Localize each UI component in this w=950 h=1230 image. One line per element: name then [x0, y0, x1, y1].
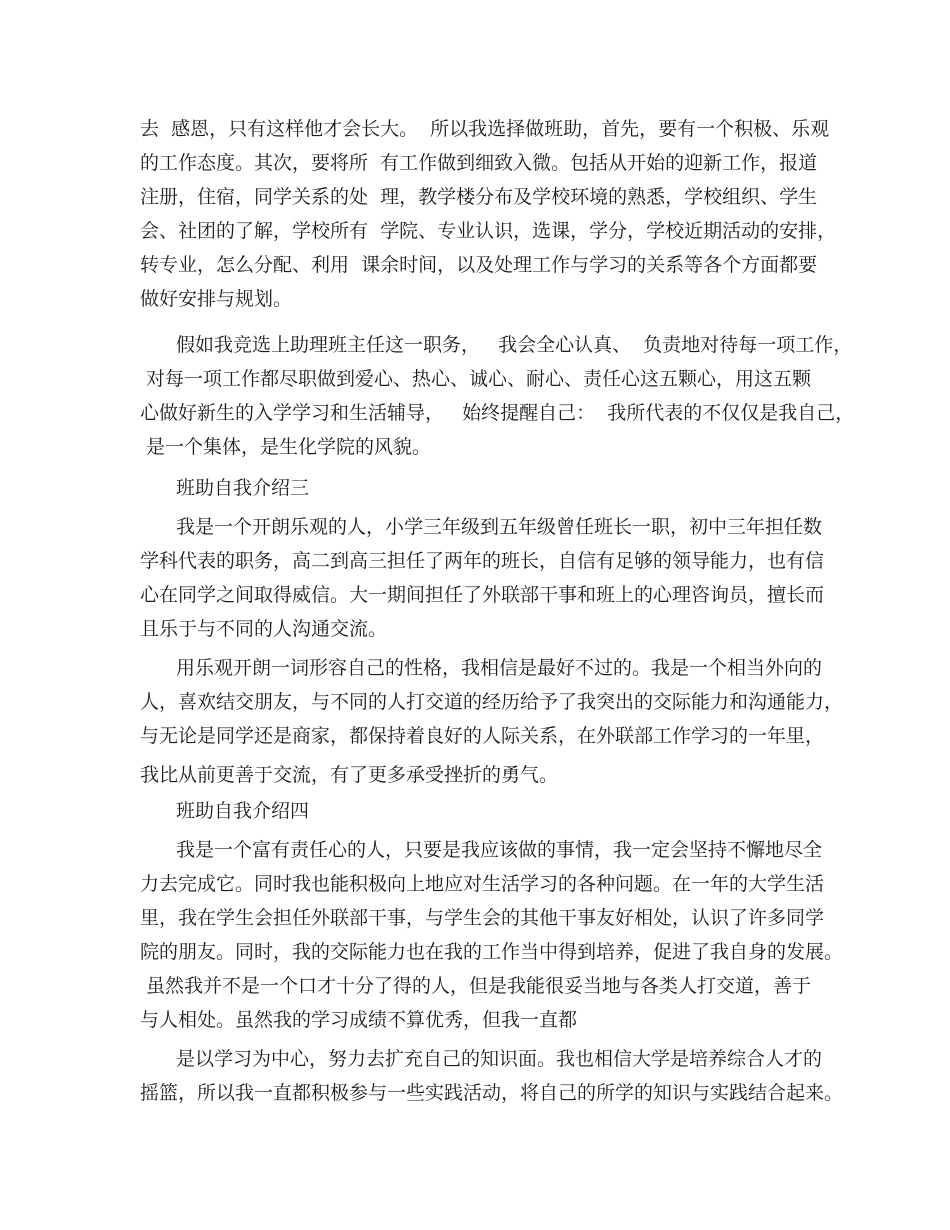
paragraph-first-line: 假如我竞选上助理班主任这一职务， 我会全心认真、 负责地对待每一项工作， [176, 334, 853, 356]
section-heading: 班助自我介绍四 [176, 800, 310, 822]
text-line: 与无论是同学还是商家，都保持着良好的人际关系，在外联部工作学习的一年里， [140, 725, 825, 747]
text-line: 心做好新生的入学学习和生活辅导， 始终提醒自己： 我所代表的不仅仅是我自己， [140, 402, 855, 424]
text-line: 转专业，怎么分配、利用 课余时间，以及处理工作与学习的关系等各个方面都要 [140, 254, 818, 276]
text-line: 我比从前更善于交流，有了更多承受挫折的勇气。 [140, 764, 559, 786]
text-line: 力去完成它。同时我也能积极向上地应对生活学习的各种问题。在一年的大学生活 [140, 873, 825, 895]
text-line: 学科代表的职务，高二到高三担任了两年的班长，自信有足够的领导能力，也有信 [140, 550, 825, 572]
paragraph-first-line: 我是一个开朗乐观的人，小学三年级到五年级曾任班长一职，初中三年担任数 [176, 516, 823, 538]
text-line: 做好安排与规划。 [140, 288, 293, 310]
text-line: 会、社团的了解，学校所有 学院、专业认识，选课，学分，学校近期活动的安排， [140, 220, 837, 242]
text-line: 院的朋友。同时，我的交际能力也在我的工作当中得到培养，促进了我自身的发展。 [140, 941, 844, 963]
text-line: 的工作态度。其次，要将所 有工作做到细致入微。包括从开始的迎新工作，报道 [140, 152, 818, 174]
text-line: 里，我在学生会担任外联部干事，与学生会的其他干事友好相处，认识了许多同学 [140, 907, 825, 929]
section-heading: 班助自我介绍三 [176, 477, 310, 499]
text-line: 与人相处。虽然我的学习成绩不算优秀，但我一直都 [140, 1009, 578, 1031]
text-line: 注册，住宿，同学关系的处 理，教学楼分布及学校环境的熟悉，学校组织、学生 [140, 186, 818, 208]
paragraph-first-line: 用乐观开朗一词形容自己的性格，我相信是最好不过的。我是一个相当外向的 [176, 657, 823, 679]
text-line: 心在同学之间取得威信。大一期间担任了外联部干事和班上的心理咨询员，擅长而 [140, 584, 825, 606]
text-line: 对每一项工作都尽职做到爱心、热心、诚心、耐心、责任心这五颗心，用这五颗 [140, 368, 812, 390]
text-line: 人，喜欢结交朋友，与不同的人打交道的经历给予了我突出的交际能力和沟通能力， [140, 691, 844, 713]
text-line: 去 感恩，只有这样他才会长大。 所以我选择做班助，首先，要有一个积极、乐观 [140, 118, 830, 140]
paragraph-first-line: 我是一个富有责任心的人，只要是我应该做的事情，我一定会坚持不懈地尽全 [176, 839, 823, 861]
text-line: 摇篮，所以我一直都积极参与一些实践活动，将自己的所学的知识与实践结合起来。 [140, 1082, 844, 1104]
text-line: 是一个集体，是生化学院的风貌。 [140, 436, 432, 458]
text-line: 虽然我并不是一个口才十分了得的人，但是我能很妥当地与各类人打交道，善于 [140, 975, 812, 997]
paragraph-first-line: 是以学习为中心，努力去扩充自己的知识面。我也相信大学是培养综合人才的 [176, 1048, 823, 1070]
text-line: 且乐于与不同的人沟通交流。 [140, 618, 388, 640]
